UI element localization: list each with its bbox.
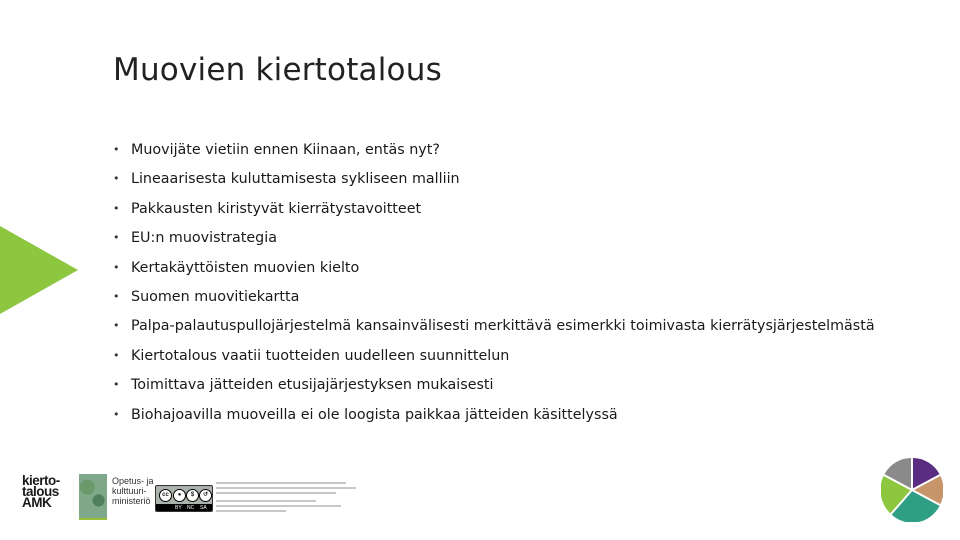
bullet-text: Suomen muovitiekartta bbox=[131, 288, 300, 305]
bullet-text: Palpa-palautuspullojärjestelmä kansainvälisesti merkittävä esimerkki toimivasta kierrätysjärjestelmästä bbox=[131, 318, 875, 335]
nc-icon: $ bbox=[186, 489, 199, 502]
bullet-dot: • bbox=[113, 143, 120, 156]
bullet-dot: • bbox=[113, 260, 120, 274]
bullet-item bbox=[113, 227, 913, 256]
bullet-text: Muovijäte vietiin ennen Kiinaan, entäs nyt? bbox=[131, 142, 440, 158]
bullet-item bbox=[113, 257, 913, 286]
ministry-logo-line: kulttuuri- bbox=[112, 486, 147, 496]
cc-nc-label: NC bbox=[187, 505, 195, 511]
ministry-emblem-icon bbox=[79, 474, 107, 520]
ministry-logo-line: Opetus- ja bbox=[112, 476, 154, 486]
logo-text-line: talous bbox=[22, 484, 59, 499]
bullet-text: Biohajoavilla muoveilla ei ole loogista paikkaa jätteiden käsittelyssä bbox=[131, 406, 618, 423]
bullet-text: Lineaarisesta kuluttamisesta sykliseen malliin bbox=[131, 171, 460, 188]
kiertotalous-amk-logo bbox=[22, 475, 70, 521]
sa-icon: ↺ bbox=[199, 489, 212, 502]
cc-strip bbox=[156, 504, 212, 511]
bullet-item bbox=[113, 198, 913, 227]
logo-text-line: kierto- bbox=[22, 473, 60, 488]
bullet-item bbox=[113, 286, 913, 315]
cc-icon: cc bbox=[159, 489, 172, 502]
bullet-dot: • bbox=[113, 378, 120, 392]
bullet-text: Toimittava jätteiden etusijajärjestyksen mukaisesti bbox=[131, 377, 494, 394]
bullet-item bbox=[113, 404, 913, 433]
bullet-item bbox=[113, 345, 913, 374]
green-arrow-decoration bbox=[0, 226, 78, 314]
cc-by-label: BY bbox=[175, 505, 182, 511]
bullet-item bbox=[113, 374, 913, 403]
color-pie-logo-icon bbox=[881, 458, 943, 522]
footer-logos bbox=[0, 462, 400, 522]
bullet-dot: • bbox=[113, 319, 120, 333]
ministry-logo bbox=[112, 476, 154, 506]
license-text-block bbox=[216, 482, 361, 515]
bullet-dot: • bbox=[113, 231, 120, 245]
creative-commons-badge bbox=[155, 485, 213, 512]
bullet-dot: • bbox=[113, 348, 120, 362]
bullet-dot: • bbox=[113, 289, 120, 303]
slide-title: Muovien kiertotalous bbox=[113, 52, 442, 88]
bullet-item bbox=[113, 315, 913, 344]
cc-sa-label: SA bbox=[200, 505, 207, 511]
logo-text-line: AMK bbox=[22, 495, 52, 510]
bullet-list bbox=[113, 139, 913, 433]
bullet-text: EU:n muovistrategia bbox=[131, 230, 277, 247]
bullet-text: Kiertotalous vaatii tuotteiden uudelleen suunnittelun bbox=[131, 347, 510, 364]
ministry-logo-line: ministeriö bbox=[112, 496, 151, 506]
bullet-item bbox=[113, 139, 913, 168]
bullet-text: Pakkausten kiristyvät kierrätystavoitteet bbox=[131, 200, 422, 217]
bullet-dot: • bbox=[113, 201, 120, 215]
bullet-dot: • bbox=[113, 407, 120, 421]
bullet-item bbox=[113, 168, 913, 197]
bullet-dot: • bbox=[113, 172, 120, 186]
by-icon: ● bbox=[173, 489, 186, 502]
bullet-text: Kertakäyttöisten muovien kielto bbox=[131, 259, 360, 276]
